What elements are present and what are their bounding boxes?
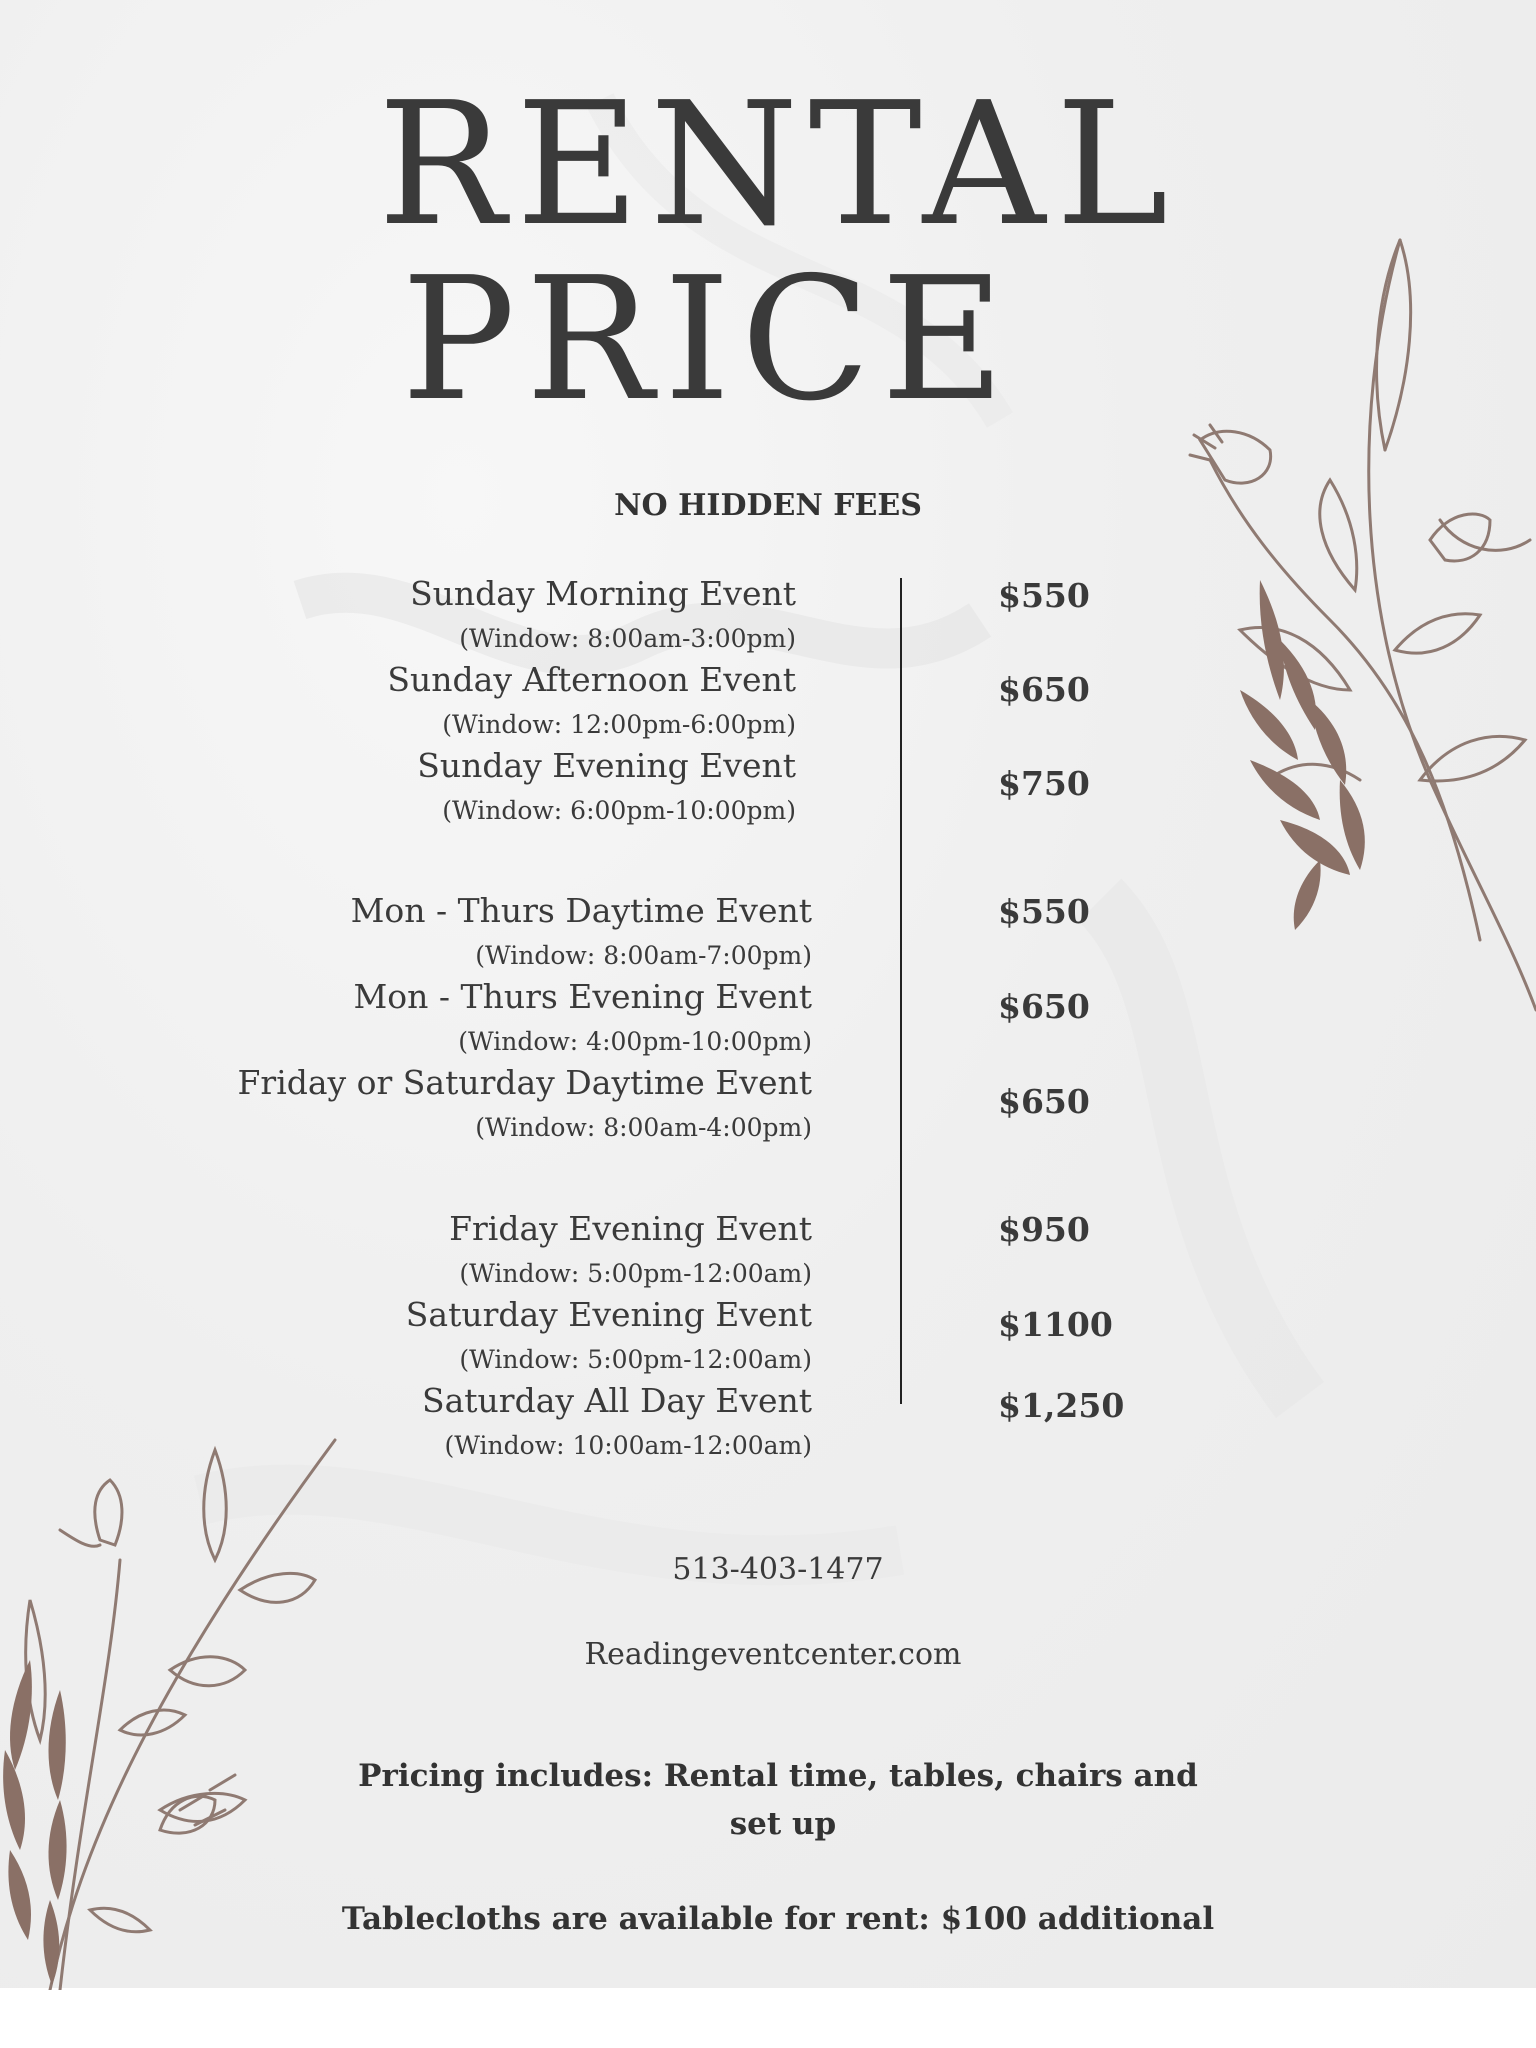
- event-name: Saturday All Day Event: [422, 1381, 812, 1420]
- event-window: (Window: 5:00pm-12:00am): [459, 1345, 812, 1374]
- pricing-includes-line-1: Pricing includes: Rental time, tables, chairs and: [358, 1758, 1198, 1794]
- event-price: $650: [998, 670, 1090, 709]
- event-window: (Window: 12:00pm-6:00pm): [442, 710, 796, 739]
- phone-number: 513-403-1477: [672, 1552, 884, 1587]
- event-price: $1100: [998, 1305, 1113, 1344]
- event-window: (Window: 10:00am-12:00am): [444, 1431, 812, 1460]
- floral-branch-top-right: [1180, 220, 1536, 1020]
- event-window: (Window: 8:00am-3:00pm): [459, 624, 796, 653]
- event-name: Friday or Saturday Daytime Event: [237, 1063, 812, 1102]
- pricing-includes-line-2: set up: [729, 1806, 837, 1842]
- title-line-price: PRICE: [401, 241, 1015, 439]
- event-name: Mon - Thurs Daytime Event: [350, 891, 812, 930]
- event-name: Sunday Afternoon Event: [387, 660, 796, 699]
- title-line-rental: RENTAL: [377, 66, 1179, 264]
- event-name: Mon - Thurs Evening Event: [353, 977, 812, 1016]
- event-window: (Window: 6:00pm-10:00pm): [442, 796, 796, 825]
- event-name: Sunday Morning Event: [410, 574, 796, 613]
- event-price: $750: [998, 764, 1090, 803]
- event-window: (Window: 5:00pm-12:00am): [459, 1259, 812, 1288]
- event-window: (Window: 4:00pm-10:00pm): [458, 1027, 812, 1056]
- event-price: $650: [998, 987, 1090, 1026]
- event-price: $550: [998, 576, 1090, 615]
- event-name: Sunday Evening Event: [417, 746, 796, 785]
- tablecloths-note: Tablecloths are available for rent: $100 additional: [341, 1901, 1215, 1937]
- event-name: Saturday Evening Event: [405, 1295, 812, 1334]
- website: Readingeventcenter.com: [584, 1637, 962, 1672]
- event-price: $650: [998, 1082, 1090, 1121]
- event-price: $950: [998, 1210, 1090, 1249]
- event-name: Friday Evening Event: [449, 1209, 812, 1248]
- event-window: (Window: 8:00am-7:00pm): [475, 941, 812, 970]
- event-price: $550: [998, 892, 1090, 931]
- price-column-divider: [900, 578, 902, 1404]
- no-hidden-fees-heading: NO HIDDEN FEES: [614, 488, 922, 523]
- event-price: $1,250: [998, 1386, 1125, 1425]
- event-window: (Window: 8:00am-4:00pm): [475, 1113, 812, 1142]
- floral-branch-bottom-left: [0, 1430, 340, 1990]
